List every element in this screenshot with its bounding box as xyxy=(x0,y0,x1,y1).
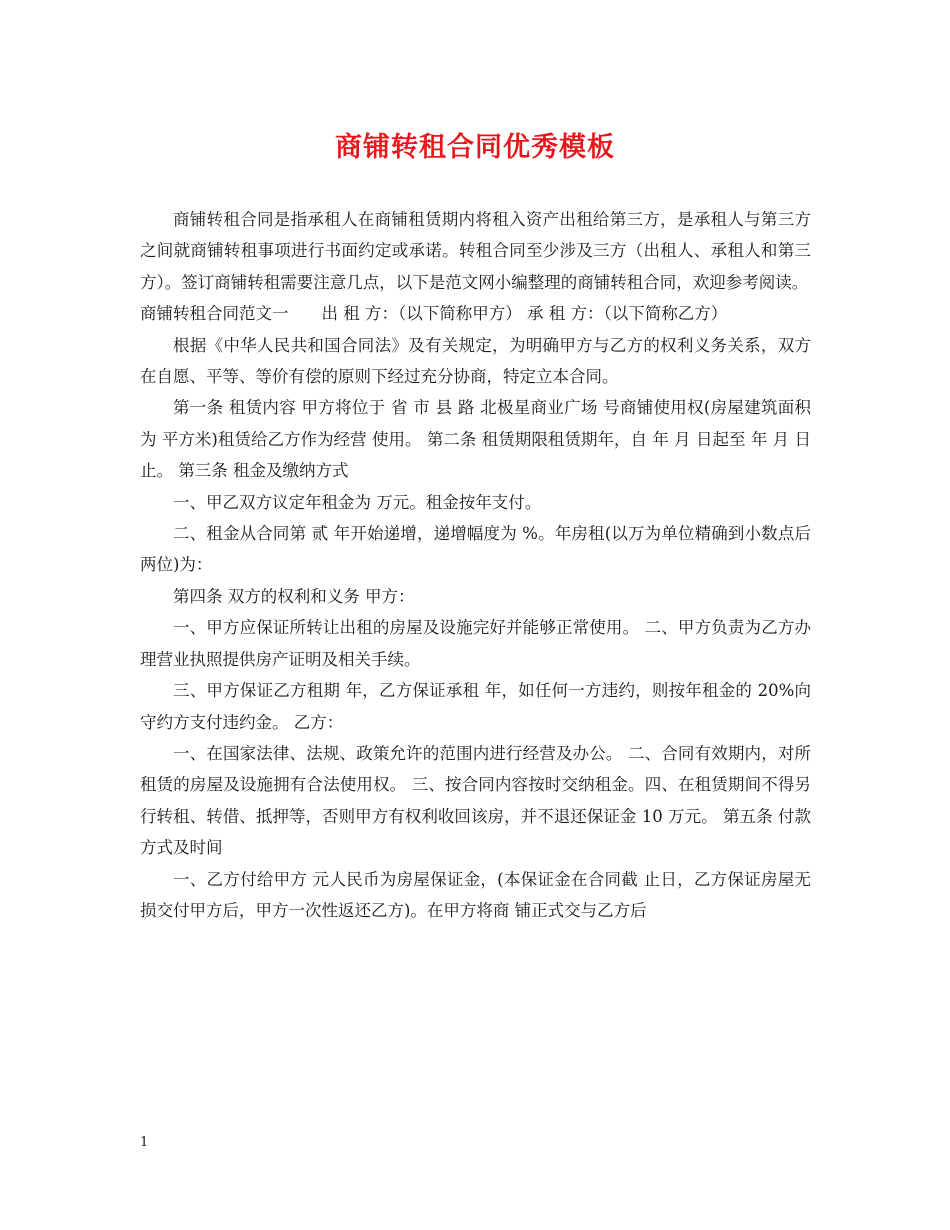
paragraph: 一、在国家法律、法规、政策允许的范围内进行经营及办公。 二、合同有效期内，对所租赁的房屋及设施拥有合法使用权。 三、按合同内容按时交纳租金。四、在租赁期间不得另行转租、转借、抵押等，否则甲方有权利收回该房，并不退还保证金 10 万元。 第五条 付款方式及时间 xyxy=(140,743,811,858)
paragraph: 第一条 租赁内容 甲方将位于 省 市 县 路 北极星商业广场 号商铺使用权(房屋建筑面积为 平方米)租赁给乙方作为经营 使用。 第二条 租赁期限租赁期年，自 年 月 日起至 年 月 日止。 第三条 租金及缴纳方式 xyxy=(140,398,811,481)
paragraph: 一、乙方付给甲方 元人民币为房屋保证金，(本保证金在合同截 止日，乙方保证房屋无损交付甲方后，甲方一次性返还乙方)。在甲方将商 铺正式交与乙方后 xyxy=(140,869,811,920)
paragraph: 二、租金从合同第 贰 年开始递增，递增幅度为 %。年房租(以万为单位精确到小数点后两位)为： xyxy=(140,524,811,575)
page-number: 1 xyxy=(140,1135,149,1150)
paragraph: 商铺转租合同范文一 出 租 方：（以下简称甲方） 承 租 方：（以下简称乙方） xyxy=(140,304,728,324)
document-body xyxy=(140,204,811,926)
paragraph: 商铺转租合同是指承租人在商铺租赁期内将租入资产出租给第三方，是承租人与第三方之间就商铺转租事项进行书面约定或承诺。转租合同至少涉及三方（出租人、承租人和第三方）。签订商铺转租需要注意几点，以下是范文网小编整理的商铺转租合同，欢迎参考阅读。 xyxy=(140,210,811,292)
paragraph: 一、甲乙双方议定年租金为 万元。租金按年支付。 xyxy=(173,492,542,512)
paragraph: 第四条 双方的权利和义务 甲方： xyxy=(173,586,415,606)
document-title: 商铺转租合同优秀模板 xyxy=(335,132,615,163)
paragraph: 一、甲方应保证所转让出租的房屋及设施完好并能够正常使用。 二、甲方负责为乙方办理营业执照提供房产证明及相关手续。 xyxy=(140,618,811,669)
paragraph: 根据《中华人民共和国合同法》及有关规定，为明确甲方与乙方的权利义务关系，双方在自愿、平等、等价有偿的原则下经过充分协商，特定立本合同。 xyxy=(140,335,811,387)
paragraph: 三、甲方保证乙方租期 年，乙方保证承租 年，如任何一方违约，则按年租金的 20%向守约方支付违约金。 乙方： xyxy=(140,681,811,732)
